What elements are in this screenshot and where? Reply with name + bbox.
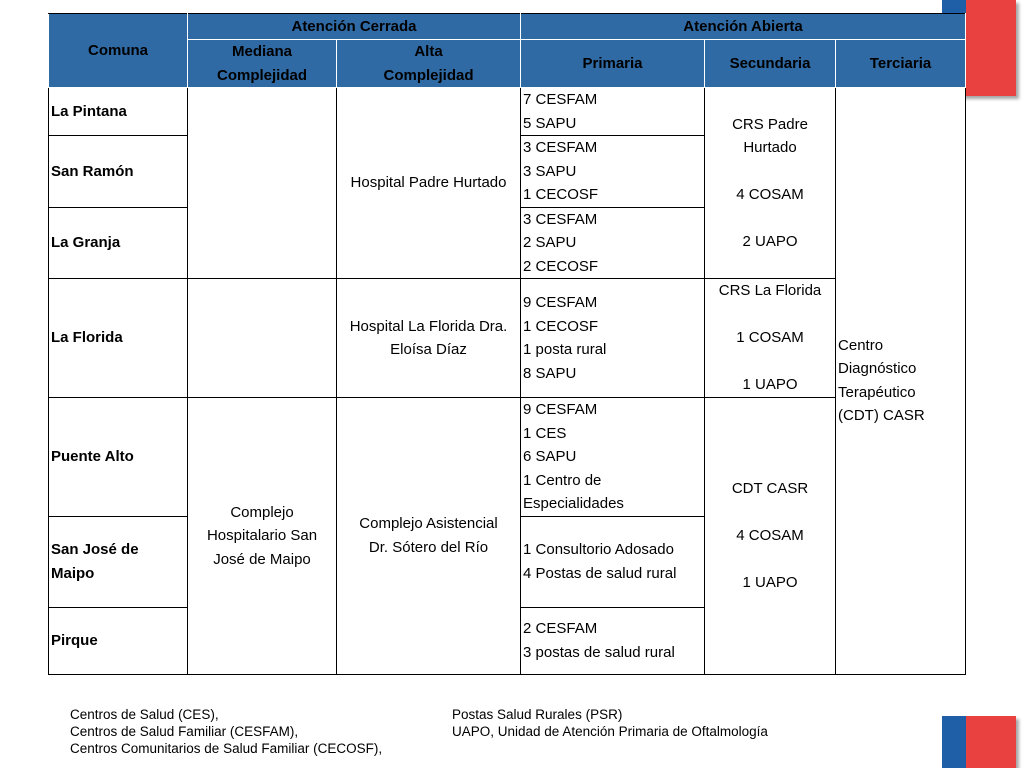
primaria-la-granja: 3 CESFAM 2 SAPU 2 CECOSF — [521, 207, 705, 279]
comuna-la-pintana: La Pintana — [49, 88, 188, 136]
header-alta-complejidad: Alta Complejidad — [337, 40, 521, 88]
comuna-la-florida: La Florida — [49, 279, 188, 398]
header-atencion-abierta: Atención Abierta — [521, 14, 966, 40]
footnotes-right: Postas Salud Rurales (PSR) UAPO, Unidad de Atención Primaria de Oftalmología — [452, 707, 768, 739]
secundaria-cdt-casr: CDT CASR 4 COSAM 1 UAPO — [705, 398, 836, 675]
header-primaria: Primaria — [521, 40, 705, 88]
comuna-san-ramon: San Ramón — [49, 136, 188, 208]
comuna-la-granja: La Granja — [49, 207, 188, 279]
secundaria-crs-la-florida: CRS La Florida 1 COSAM 1 UAPO — [705, 279, 836, 398]
primaria-puente-alto: 9 CESFAM 1 CES 6 SAPU 1 Centro de Especialidades — [521, 398, 705, 517]
mediana-empty-group1 — [188, 88, 337, 279]
header-atencion-cerrada: Atención Cerrada — [188, 14, 521, 40]
alta-hospital-padre-hurtado: Hospital Padre Hurtado — [337, 88, 521, 279]
secundaria-crs-padre-hurtado: CRS Padre Hurtado 4 COSAM 2 UAPO — [705, 88, 836, 279]
mediana-empty-la-florida — [188, 279, 337, 398]
footnotes-left: Centros de Salud (CES), Centros de Salud Familiar (CESFAM), Centros Comunitarios de Salud Familiar (CECOSF), — [70, 707, 383, 756]
header-terciaria: Terciaria — [836, 40, 966, 88]
primaria-san-jose-de-maipo: 1 Consultorio Adosado 4 Postas de salud rural — [521, 516, 705, 607]
header-comuna: Comuna — [49, 14, 188, 88]
terciaria-cdt-casr: Centro Diagnóstico Terapéutico (CDT) CASR — [836, 88, 966, 675]
comuna-pirque: Pirque — [49, 607, 188, 674]
header-secundaria: Secundaria — [705, 40, 836, 88]
alta-hospital-la-florida: Hospital La Florida Dra. Eloísa Díaz — [337, 279, 521, 398]
comuna-san-jose-de-maipo: San José de Maipo — [49, 516, 188, 607]
mediana-complejo-hospitalario: Complejo Hospitalario San José de Maipo — [188, 398, 337, 675]
primaria-la-florida: 9 CESFAM 1 CECOSF 1 posta rural 8 SAPU — [521, 279, 705, 398]
decorative-blue-strip-bottom — [942, 716, 966, 768]
primaria-la-pintana: 7 CESFAM 5 SAPU — [521, 88, 705, 136]
primaria-pirque: 2 CESFAM 3 postas de salud rural — [521, 607, 705, 674]
health-network-table — [48, 13, 966, 675]
alta-complejo-asistencial: Complejo Asistencial Dr. Sótero del Río — [337, 398, 521, 675]
primaria-san-ramon: 3 CESFAM 3 SAPU 1 CECOSF — [521, 136, 705, 208]
comuna-puente-alto: Puente Alto — [49, 398, 188, 517]
header-mediana-complejidad: Mediana Complejidad — [188, 40, 337, 88]
